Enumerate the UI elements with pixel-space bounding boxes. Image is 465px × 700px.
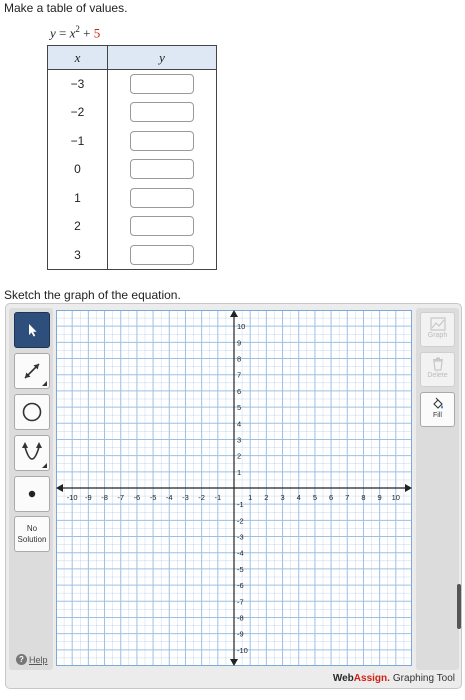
x-tick-label: -4 — [165, 493, 173, 502]
y-value-cell — [108, 70, 217, 99]
x-value-cell: 0 — [48, 155, 108, 184]
y-tick-label: -2 — [237, 516, 244, 526]
table-row — [48, 155, 217, 184]
x-tick-label: -6 — [133, 493, 141, 502]
brand-tool-name: Graphing Tool — [392, 673, 455, 684]
x-value-cell: −1 — [48, 127, 108, 156]
y-value-input[interactable] — [130, 188, 194, 208]
x-tick-label: -10 — [66, 493, 78, 502]
equation-plus: + — [83, 25, 91, 41]
y-tick-label: 5 — [237, 403, 242, 413]
point-tool-button[interactable] — [14, 476, 50, 512]
delete-button[interactable] — [420, 352, 455, 387]
brand-footer — [333, 673, 455, 684]
parabola-tool-button[interactable] — [14, 435, 50, 471]
x-tick-label: 7 — [345, 493, 350, 502]
help-link[interactable] — [16, 654, 48, 665]
y-tick-label: -6 — [237, 581, 244, 591]
x-value-cell: −2 — [48, 98, 108, 127]
y-tick-label: 3 — [237, 435, 242, 445]
y-tick-label: -8 — [237, 613, 244, 623]
graph-instruction: Sketch the graph of the equation. — [4, 288, 181, 302]
line-tool-button[interactable] — [14, 353, 50, 389]
brand-assign: Assign. — [353, 673, 390, 684]
fill-button-label: Fill — [433, 412, 442, 419]
scrollbar[interactable] — [457, 584, 461, 629]
x-value-cell: 1 — [48, 184, 108, 213]
fill-icon — [431, 397, 445, 411]
y-value-input[interactable] — [130, 102, 194, 122]
y-value-input[interactable] — [130, 216, 194, 236]
pointer-icon — [24, 322, 40, 338]
equation-constant: 5 — [93, 25, 101, 41]
x-value-cell: 2 — [48, 212, 108, 241]
equation-equals: = — [59, 25, 67, 41]
graph-canvas[interactable] — [56, 310, 412, 666]
point-icon — [26, 488, 38, 500]
x-tick-label: -8 — [101, 493, 108, 502]
x-tick-label: 5 — [312, 493, 317, 502]
y-tick-label: 7 — [237, 370, 242, 380]
equation-exponent: 2 — [75, 24, 80, 34]
table-instruction: Make a table of values. — [4, 1, 128, 15]
equation-lhs: y — [50, 25, 56, 41]
column-header-y: y — [108, 46, 217, 70]
table-row — [48, 98, 217, 127]
help-label: Help — [29, 654, 48, 665]
y-tick-label: 9 — [237, 338, 242, 348]
y-tick-label: -10 — [237, 645, 248, 655]
graph-button-label: Graph — [427, 332, 448, 339]
parabola-tool-options-indicator — [42, 463, 47, 468]
table-row — [48, 184, 217, 213]
x-tick-label: -7 — [117, 493, 125, 502]
y-value-input[interactable] — [130, 131, 194, 151]
y-tick-label: -1 — [237, 500, 244, 510]
y-tick-label: 10 — [237, 322, 246, 332]
fill-button[interactable] — [420, 392, 455, 427]
equation — [50, 24, 100, 41]
y-tick-label: 2 — [237, 451, 242, 461]
tool-palette — [9, 308, 53, 670]
trash-icon — [431, 357, 445, 371]
x-tick-label: 2 — [264, 493, 269, 502]
x-tick-label: 8 — [361, 493, 366, 502]
y-tick-label: 1 — [237, 467, 242, 477]
y-tick-label: 6 — [237, 386, 242, 396]
table-row — [48, 241, 217, 270]
x-value-cell: 3 — [48, 241, 108, 270]
x-tick-label: 9 — [377, 493, 382, 502]
y-tick-label: 8 — [237, 354, 242, 364]
y-value-cell — [108, 98, 217, 127]
y-value-cell — [108, 155, 217, 184]
y-value-input[interactable] — [130, 74, 194, 94]
x-tick-label: -1 — [214, 493, 222, 502]
y-value-cell — [108, 184, 217, 213]
help-icon: ? — [16, 654, 27, 665]
graphing-tool — [5, 303, 462, 689]
x-tick-label: -2 — [198, 493, 205, 502]
graph-icon — [430, 317, 446, 331]
graph-button[interactable] — [420, 312, 455, 347]
values-table — [47, 45, 217, 270]
y-value-cell — [108, 127, 217, 156]
brand-logo — [333, 673, 390, 684]
values-table-body — [48, 70, 217, 270]
x-tick-label: 1 — [248, 493, 253, 502]
y-tick-label: 4 — [237, 419, 242, 429]
x-tick-label: -3 — [182, 493, 189, 502]
x-tick-label: 6 — [329, 493, 334, 502]
y-tick-label: -5 — [237, 564, 244, 574]
y-tick-label: -4 — [237, 548, 244, 558]
brand-web: Web — [332, 673, 354, 684]
y-value-cell — [108, 212, 217, 241]
equation-base: x — [69, 25, 76, 41]
line-tool-options-indicator — [42, 381, 47, 386]
x-tick-label: -5 — [149, 493, 157, 502]
y-value-input[interactable] — [130, 245, 194, 265]
pointer-tool-button[interactable] — [14, 312, 50, 348]
table-row — [48, 212, 217, 241]
table-row — [48, 70, 217, 99]
y-tick-label: -7 — [237, 597, 244, 607]
no-solution-button[interactable]: No Solution — [14, 516, 50, 552]
y-tick-label: -9 — [237, 629, 244, 639]
delete-button-label: Delete — [427, 372, 448, 379]
x-value-cell: −3 — [48, 70, 108, 99]
y-tick-label: -3 — [237, 532, 244, 542]
x-tick-label: 10 — [391, 493, 400, 502]
x-tick-label: -9 — [85, 493, 92, 502]
action-palette — [416, 308, 459, 670]
x-tick-label: 3 — [280, 493, 285, 502]
x-tick-label: 4 — [296, 493, 301, 502]
table-row — [48, 127, 217, 156]
column-header-x: x — [48, 46, 108, 70]
circle-tool-button[interactable] — [14, 394, 50, 430]
y-value-cell — [108, 241, 217, 270]
circle-icon — [20, 400, 44, 424]
y-value-input[interactable] — [130, 159, 194, 179]
